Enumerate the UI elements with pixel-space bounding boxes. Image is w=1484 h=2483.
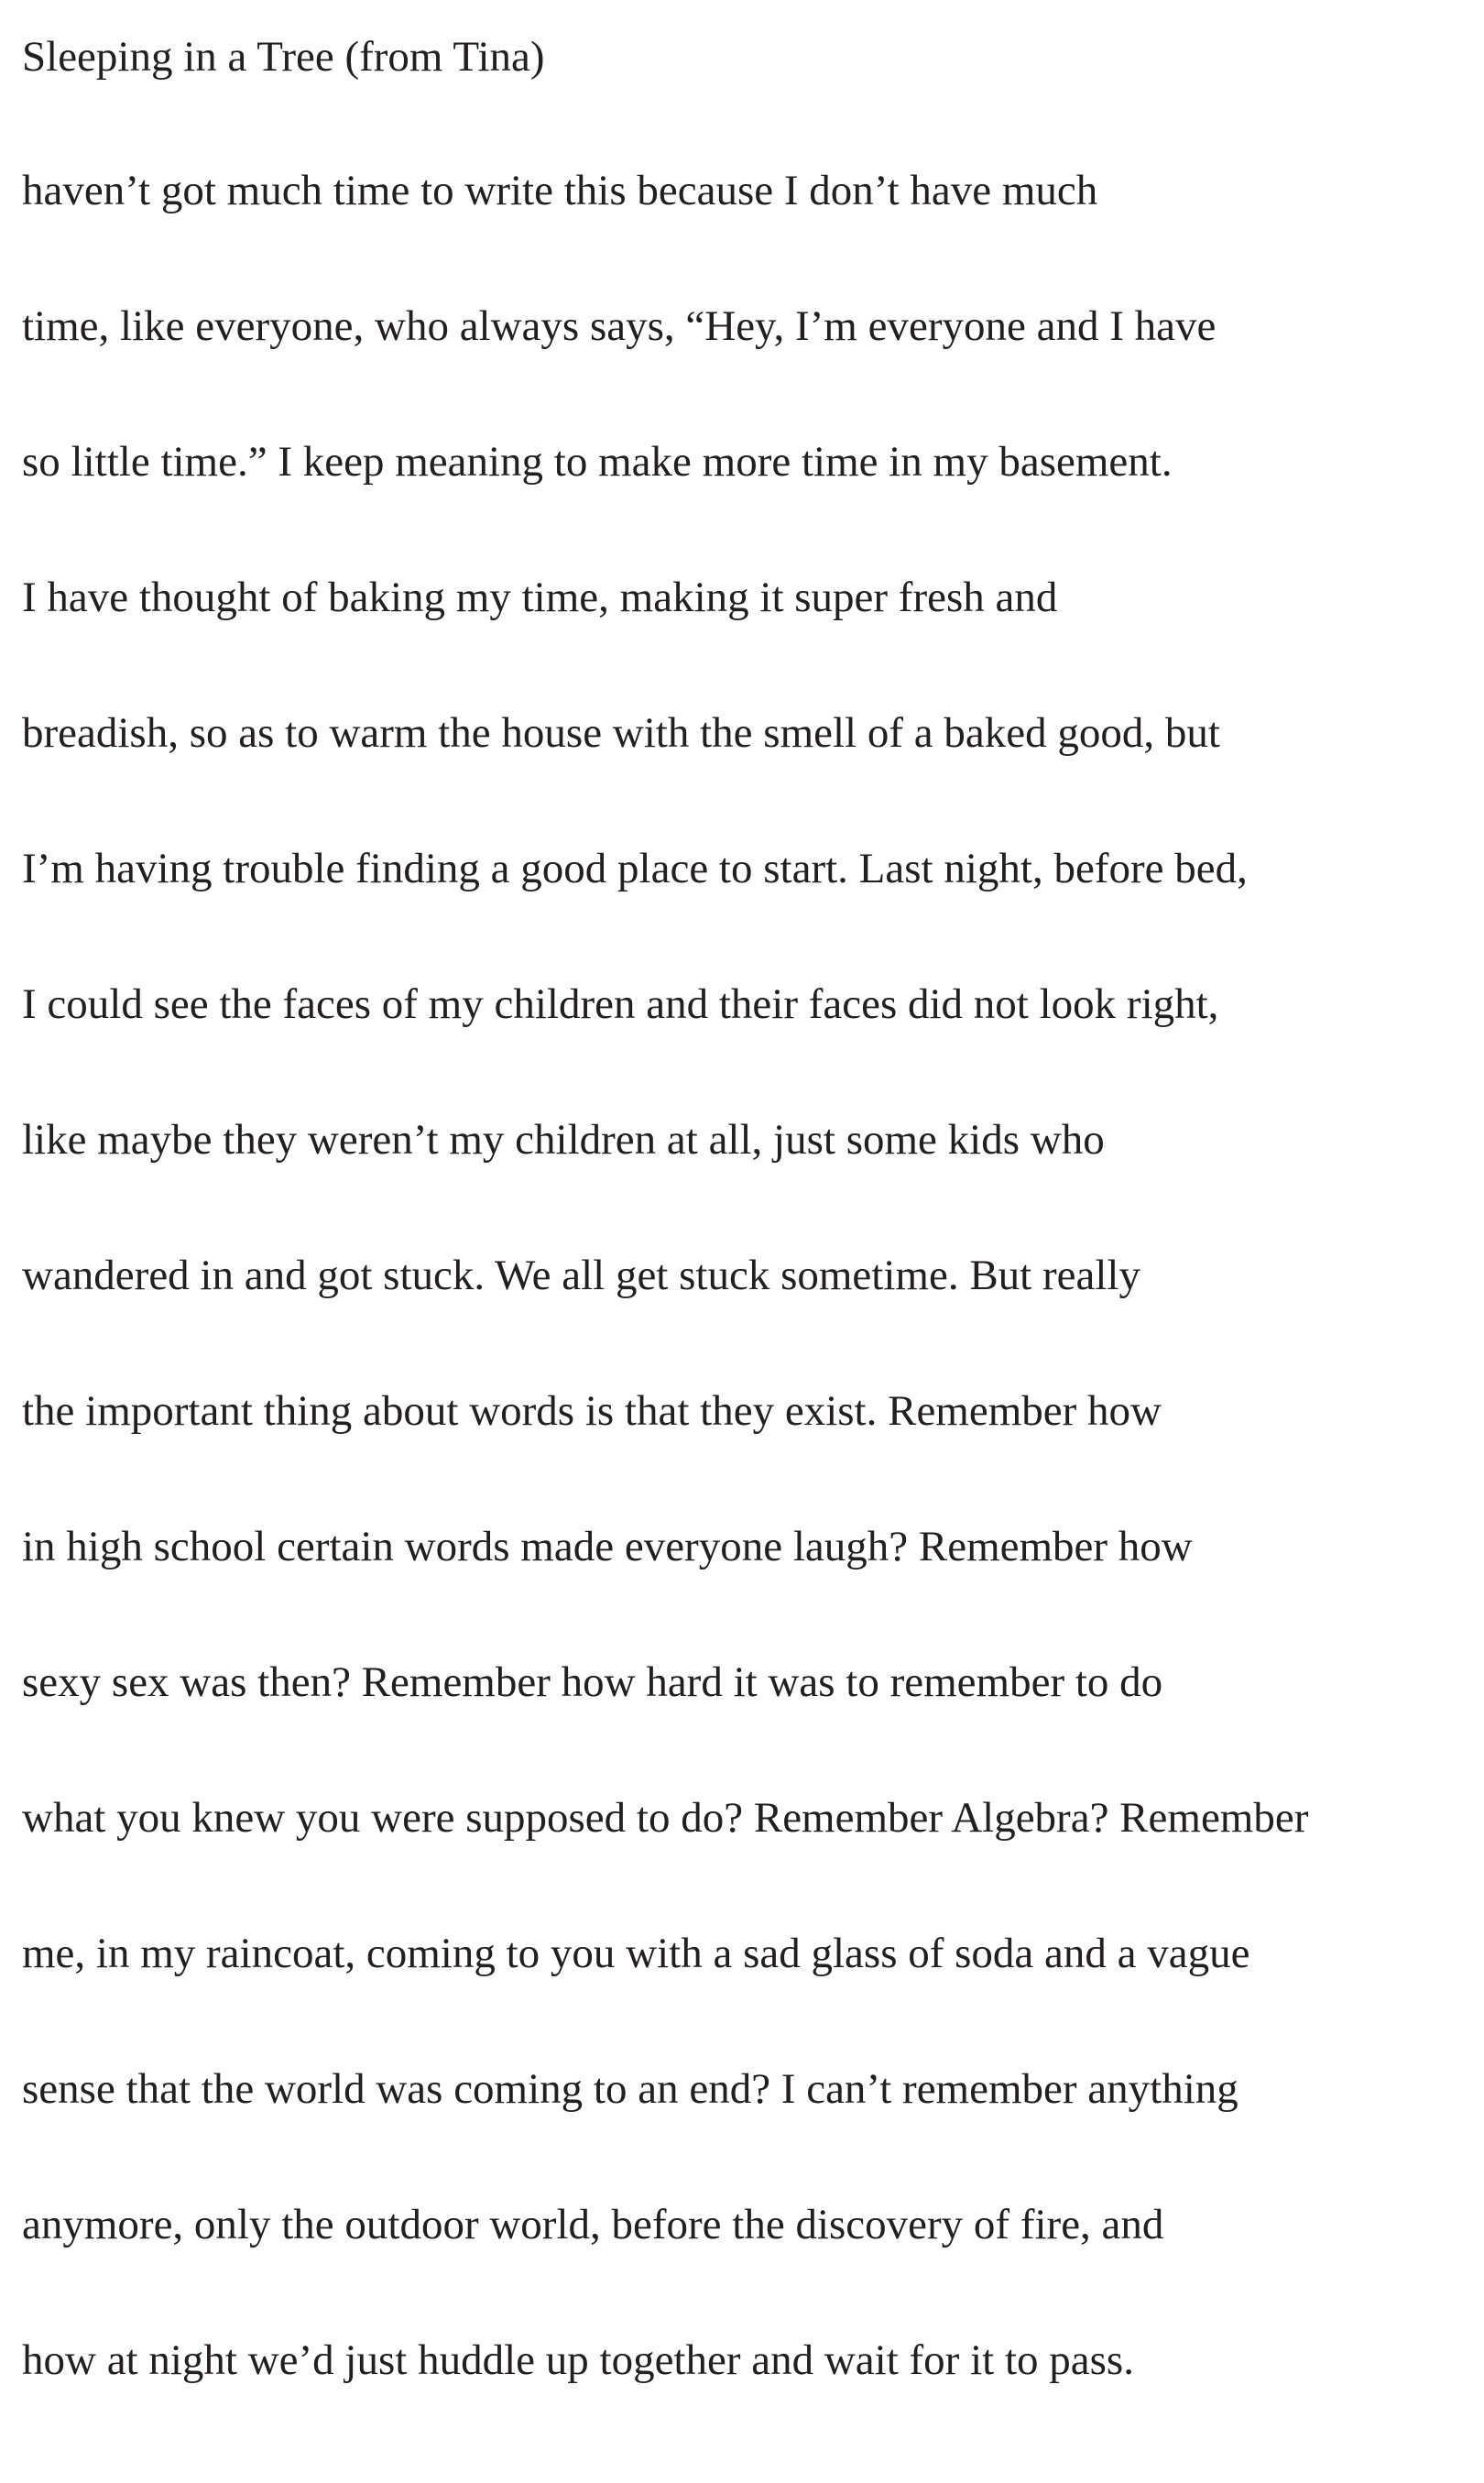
poem-line: me, in my raincoat, coming to you with a sad glass of soda and a vague [22,1930,1250,1977]
poem-line: haven’t got much time to write this because I don’t have much [22,167,1098,214]
poem-line: like maybe they weren’t my children at all, just some kids who [22,1116,1105,1164]
poem-line: in high school certain words made everyone laugh? Remember how [22,1523,1193,1570]
poem-line: so little time.” I keep meaning to make more time in my basement. [22,438,1173,486]
poem-line: I’m having trouble finding a good place to start. Last night, before bed, [22,845,1248,892]
poem-line: I have thought of baking my time, making it super fresh and [22,574,1058,621]
poem-body [22,165,1308,2470]
poem-line: I could see the faces of my children and their faces did not look right, [22,980,1219,1028]
poem-line: what you knew you were supposed to do? Remember Algebra? Remember [22,1794,1309,1842]
poem-title: Sleeping in a Tree (from Tina) [22,33,545,81]
poem-line: sense that the world was coming to an end? I can’t remember anything [22,2065,1238,2113]
poem-line: wandered in and got stuck. We all get stuck sometime. But really [22,1252,1140,1299]
poem-line: sexy sex was then? Remember how hard it was to remember to do [22,1658,1163,1706]
poem-line: anymore, only the outdoor world, before the discovery of fire, and [22,2201,1164,2248]
poem-line: breadish, so as to warm the house with the smell of a baked good, but [22,709,1220,757]
poem-line: time, like everyone, who always says, “Hey, I’m everyone and I have [22,302,1217,350]
poem-line: the important thing about words is that they exist. Remember how [22,1387,1162,1435]
poem-line: how at night we’d just huddle up together and wait for it to pass. [22,2336,1134,2384]
